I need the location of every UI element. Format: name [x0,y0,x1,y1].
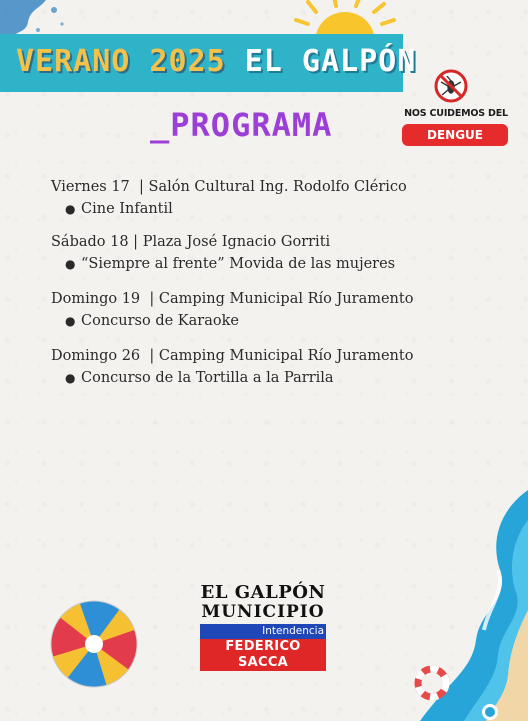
event-day: Viernes 17 [51,179,130,195]
event-activity-row [51,310,413,332]
dengue-badge: DENGUE [402,124,508,146]
event-header: Domingo 19 | Camping Municipal Río Juramento [51,291,414,307]
no-mosquito-icon [433,68,469,104]
bullet-icon: ● [65,371,76,385]
programa-heading: _PROGRAMA [150,106,333,144]
event-venue: Salón Cultural Ing. Rodolfo Clérico [148,179,407,195]
event-venue: Camping Municipal Río Juramento [158,291,414,307]
logo-el-galpon: EL GALPÓN [200,582,326,603]
title-verano: VERANO 2025 [16,44,226,79]
event-header: Viernes 17 | Salón Cultural Ing. Rodolfo Clérico [51,179,407,195]
title-el-galpon: EL GALPÓN [244,44,417,79]
event-venue: Camping Municipal Río Juramento [158,348,414,364]
event-item [51,345,413,389]
event-item [51,176,407,220]
event-item [51,288,413,332]
event-day: Domingo 26 [51,348,141,364]
event-activity: “Siempre al frente” Movida de las mujeres [81,256,396,272]
bullet-icon: ● [65,257,76,271]
event-activity: Concurso de Karaoke [81,313,239,329]
event-venue: Plaza José Ignacio Gorriti [142,234,331,250]
bullet-icon: ● [65,202,76,216]
event-header: Domingo 26 | Camping Municipal Río Juramento [51,348,414,364]
event-day: Sábado 18 [51,234,129,250]
beach-ball-icon [48,598,140,690]
logo-name: FEDERICO SACCA [200,639,326,671]
event-activity-row [51,253,395,275]
event-activity: Cine Infantil [81,201,173,217]
event-activity-row [51,367,413,389]
page-title [16,40,417,84]
beach-wave-illustration [380,480,528,721]
dengue-caption: NOS CUIDEMOS DEL [404,108,508,119]
logo-intendencia: Intendencia [200,624,326,639]
event-day: Domingo 19 [51,291,141,307]
bullet-icon: ● [65,314,76,328]
event-item [51,231,395,275]
logo-municipio: MUNICIPIO [201,602,325,622]
event-header: Sábado 18 | Plaza José Ignacio Gorriti [51,234,331,250]
municipality-logo [198,584,328,671]
event-activity: Concurso de la Tortilla a la Parrila [81,370,334,386]
event-activity-row [51,198,407,220]
